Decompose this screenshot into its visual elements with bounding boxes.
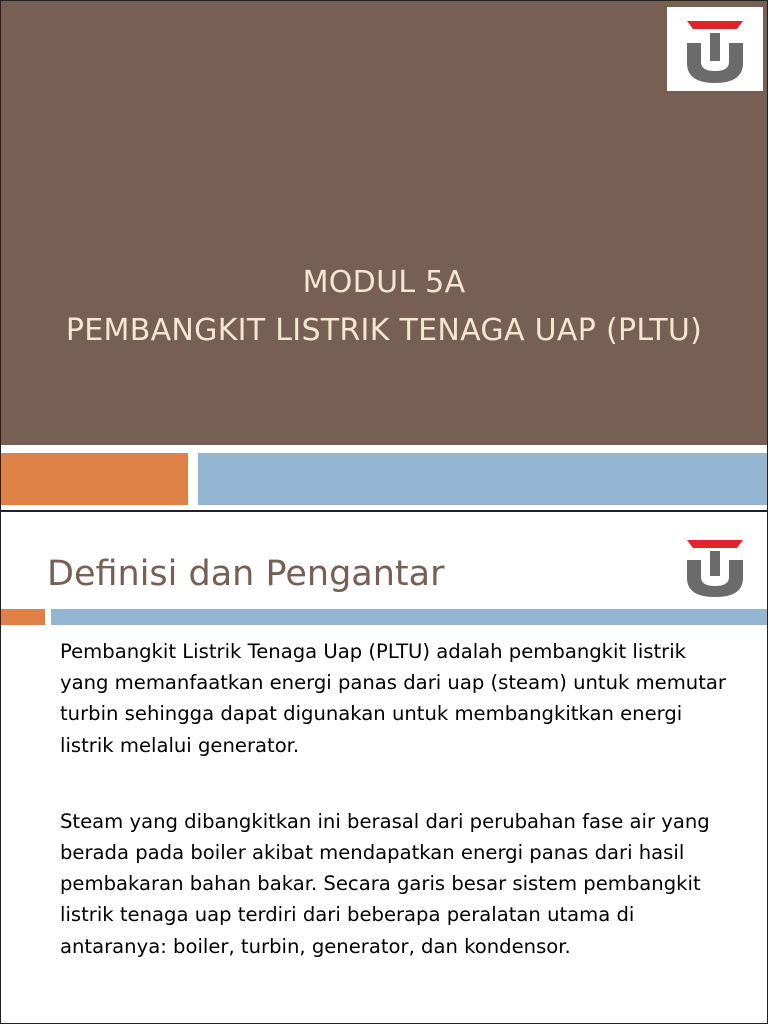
- telkom-university-logo-icon: [665, 520, 765, 600]
- slide-title-line-2: PEMBANGKIT LISTRIK TENAGA UAP (PLTU): [65, 313, 703, 348]
- body-paragraph-1: Pembangkit Listrik Tenaga Uap (PLTU) adalah pembangkit listrik yang memanfaatkan energi panas dari uap (steam) untuk memutar turbin sehingga dapat digunakan untuk membangkitkan energi listrik melalui generator.: [60, 640, 726, 757]
- accent-bar-blue: [198, 453, 767, 505]
- university-logo: [667, 7, 763, 91]
- slide-title: [1, 259, 767, 355]
- slide-heading: Definisi dan Pengantar: [47, 554, 445, 594]
- university-logo: [665, 520, 765, 600]
- title-hero-panel: [1, 1, 767, 445]
- accent-bar-blue: [51, 609, 767, 625]
- content-slide: [0, 511, 768, 1024]
- slide-body: [60, 636, 740, 962]
- body-paragraph-2: Steam yang dibangkitkan ini berasal dari perubahan fase air yang berada pada boiler akibat mendapatkan energi panas dari hasil pembakaran bahan bakar. Secara garis besar sistem pembangkit listrik tenaga uap terdiri dari beberapa peralatan utama di antaranya: boiler, turbin, generator, dan kondensor.: [60, 809, 710, 958]
- accent-bar-orange: [1, 453, 188, 505]
- slide-title-line-1: MODUL 5A: [302, 265, 466, 300]
- accent-bar-orange: [1, 609, 45, 625]
- title-slide: [0, 0, 768, 511]
- telkom-university-logo-icon: [667, 7, 763, 91]
